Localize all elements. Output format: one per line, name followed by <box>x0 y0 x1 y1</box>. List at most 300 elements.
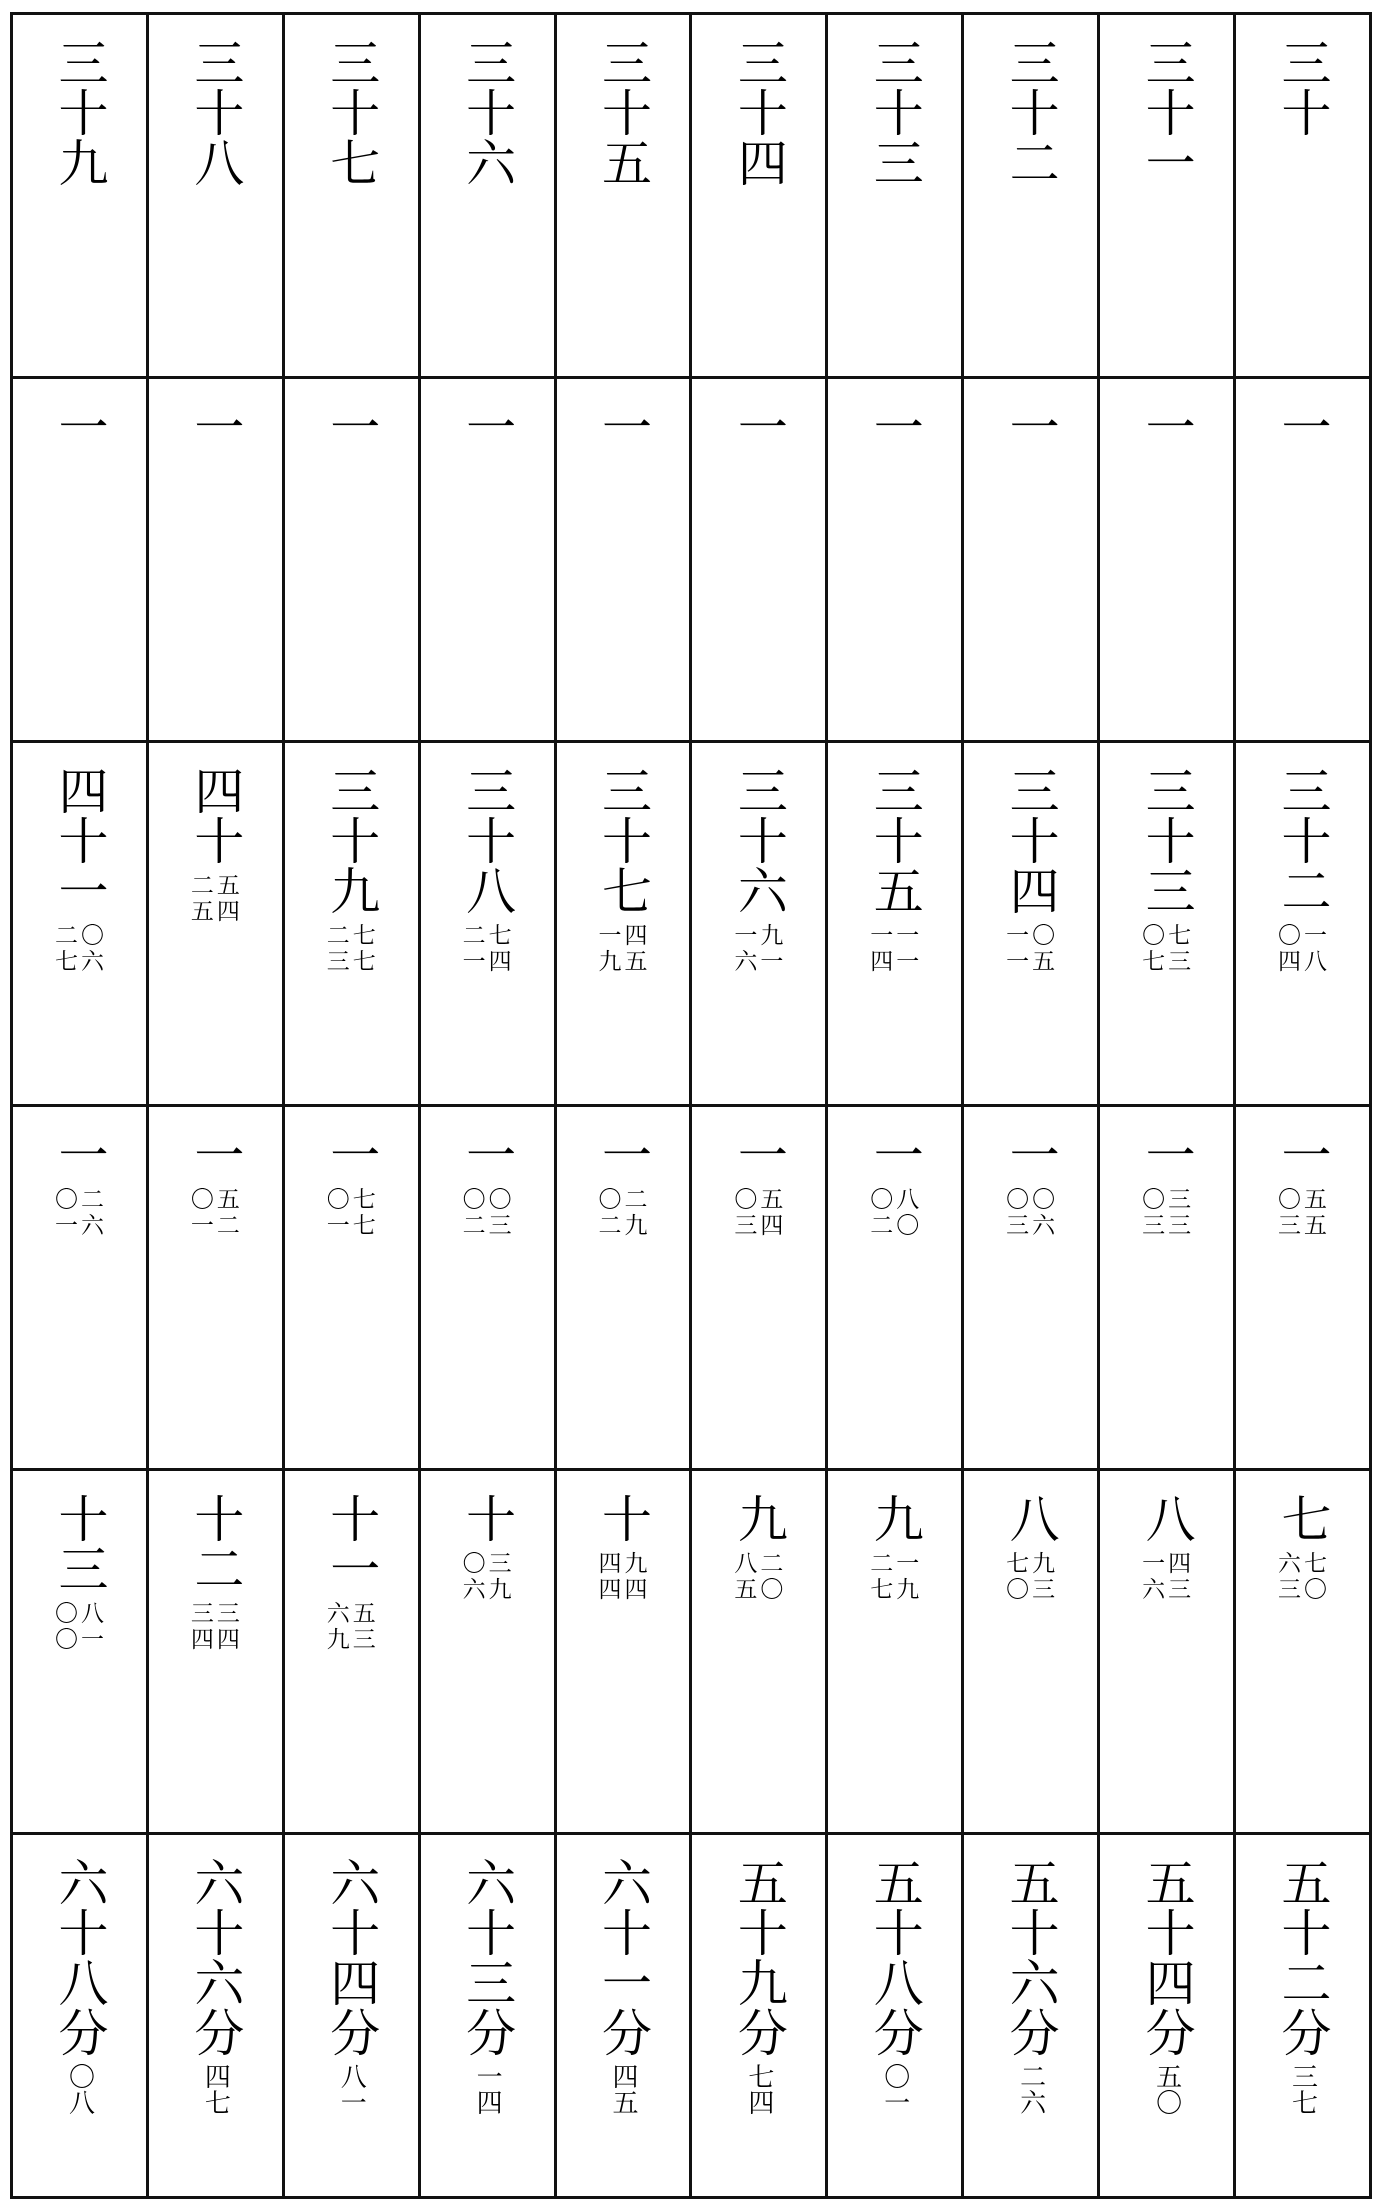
subscript-digit: 二 <box>216 1213 240 1239</box>
numeral-main: 四十 <box>186 765 245 865</box>
cell-content <box>828 1107 961 1239</box>
cell-content <box>285 1107 418 1239</box>
numeral-subscript <box>461 1187 513 1239</box>
numeral-main: 一 <box>458 1129 517 1179</box>
cell-content <box>692 1835 825 2115</box>
table-cell <box>1235 1470 1371 1834</box>
numeral-main: 一 <box>50 401 109 451</box>
numeral-main: 一 <box>865 1129 924 1179</box>
subscript-digit: 五 <box>760 1187 784 1213</box>
subscript-digit: 四 <box>1168 1551 1192 1577</box>
subscript-digit: 一 <box>190 1213 214 1239</box>
numeral-main: 三十三 <box>1137 765 1196 915</box>
numeral-subscript <box>869 923 921 975</box>
table-cell <box>963 14 1099 378</box>
cell-content <box>13 1107 146 1239</box>
subscript-digit: 三 <box>1278 1577 1301 1603</box>
cell-content <box>692 743 825 975</box>
cell-content <box>828 1835 961 2115</box>
subscript-digit: 〇 <box>598 1187 622 1213</box>
numeral-main: 一 <box>729 401 788 451</box>
numeral-main: 三十二 <box>1273 765 1332 915</box>
subscript-digit: 〇 <box>190 1187 214 1213</box>
cell-content <box>421 1471 554 1603</box>
subscript-digit: 〇 <box>1278 923 1301 949</box>
numeral-main: 三十九 <box>322 765 381 915</box>
subscript-digit: 一 <box>598 923 622 949</box>
subscript-digit: 五 <box>216 873 240 899</box>
table-cell <box>147 1470 283 1834</box>
table-cell <box>555 742 691 1106</box>
numeral-main: 六十一分 <box>594 1857 652 2057</box>
numeral-fraction: 四五 <box>608 2063 638 2115</box>
subscript-digit: 五 <box>216 1187 240 1213</box>
subscript-digit: 四 <box>216 1627 240 1653</box>
table-cell <box>283 1834 419 2198</box>
numeral-main: 四十一 <box>50 765 109 915</box>
numeral-fraction: 三七 <box>1287 2063 1318 2115</box>
subscript-digit: 九 <box>624 1213 648 1239</box>
numeral-subscript <box>597 1187 649 1239</box>
numeral-subscript <box>1277 1551 1329 1603</box>
subscript-digit: 五 <box>1304 1213 1327 1239</box>
table-cell <box>283 1106 419 1470</box>
cell-content <box>557 15 690 187</box>
numeral-subscript <box>869 1551 921 1603</box>
numeral-main: 三十二 <box>1001 37 1060 187</box>
numeral-subscript <box>53 1187 105 1239</box>
subscript-digit: 一 <box>896 1551 920 1577</box>
numeral-subscript <box>325 1187 377 1239</box>
numeral-main: 五十六分 <box>1001 1857 1060 2057</box>
subscript-digit: 〇 <box>896 1213 920 1239</box>
subscript-digit: 六 <box>1142 1577 1166 1603</box>
table-row <box>12 1834 1371 2198</box>
subscript-digit: 〇 <box>54 1601 78 1627</box>
cell-content <box>13 379 146 451</box>
subscript-digit: 二 <box>462 1213 486 1239</box>
table-cell <box>1099 742 1235 1106</box>
cell-content <box>285 1471 418 1653</box>
cell-content <box>964 1471 1097 1603</box>
subscript-digit: 七 <box>1006 1551 1030 1577</box>
numeral-subscript <box>1277 1187 1329 1239</box>
table-cell <box>1099 378 1235 742</box>
table-cell <box>283 742 419 1106</box>
table-cell <box>419 1106 555 1470</box>
table-cell <box>12 1106 148 1470</box>
table-cell <box>419 1470 555 1834</box>
subscript-digit: 八 <box>80 1601 104 1627</box>
numeral-main: 一 <box>186 1129 245 1179</box>
cell-content <box>285 15 418 187</box>
cell-content <box>1100 1835 1233 2115</box>
subscript-digit: 一 <box>896 949 920 975</box>
table-cell <box>1099 14 1235 378</box>
cell-content <box>149 743 282 925</box>
numeral-main: 三十 <box>1273 37 1332 137</box>
cell-content <box>149 1471 282 1653</box>
subscript-digit: 五 <box>624 949 648 975</box>
table-cell <box>691 14 827 378</box>
cell-content <box>1236 1471 1369 1603</box>
subscript-digit: 五 <box>734 1577 758 1603</box>
subscript-digit: 三 <box>1168 1213 1192 1239</box>
numeral-main: 八 <box>1137 1493 1196 1543</box>
cell-content <box>1236 743 1369 975</box>
subscript-digit: 〇 <box>54 1187 78 1213</box>
table-cell <box>827 1834 963 2198</box>
subscript-digit: 四 <box>190 1627 214 1653</box>
subscript-digit: 一 <box>896 923 920 949</box>
numeral-main: 三十七 <box>594 765 652 915</box>
numeral-main: 一 <box>1273 401 1332 451</box>
table-cell <box>1235 742 1371 1106</box>
table-cell <box>419 1834 555 2198</box>
numeral-main: 三十八 <box>458 765 517 915</box>
table-cell <box>1099 1106 1235 1470</box>
subscript-digit: 一 <box>870 923 894 949</box>
cell-content <box>149 1107 282 1239</box>
table-row <box>12 1470 1371 1834</box>
cell-content <box>964 1107 1097 1239</box>
subscript-digit: 一 <box>80 1627 104 1653</box>
numeral-main: 九 <box>865 1493 924 1543</box>
subscript-digit: 四 <box>488 949 512 975</box>
subscript-digit: 〇 <box>1142 1187 1166 1213</box>
numeral-main: 一 <box>1137 1129 1196 1179</box>
table-cell <box>555 1834 691 2198</box>
table-cell <box>147 378 283 742</box>
table-cell <box>691 1834 827 2198</box>
numeral-subscript <box>325 1601 377 1653</box>
numeral-subscript <box>53 1601 105 1653</box>
subscript-digit: 二 <box>870 1213 894 1239</box>
subscript-digit: 〇 <box>462 1187 486 1213</box>
table-cell <box>1099 1470 1235 1834</box>
subscript-digit: 七 <box>1168 923 1192 949</box>
subscript-digit: 三 <box>190 1601 214 1627</box>
subscript-digit: 七 <box>352 1187 376 1213</box>
numeral-main: 三十九 <box>50 37 109 187</box>
subscript-digit: 六 <box>734 949 758 975</box>
table-cell <box>827 378 963 742</box>
numeral-main: 六十三分 <box>458 1857 517 2057</box>
subscript-digit: 九 <box>896 1577 920 1603</box>
numeral-subscript <box>53 923 105 975</box>
subscript-digit: 四 <box>1278 949 1301 975</box>
subscript-digit: 三 <box>1006 1213 1030 1239</box>
table-cell <box>147 14 283 378</box>
table-cell <box>691 378 827 742</box>
numeral-subscript <box>733 923 785 975</box>
numeral-main: 一 <box>1137 401 1196 451</box>
numeral-subscript <box>1141 1551 1193 1603</box>
table-row <box>12 1106 1371 1470</box>
subscript-digit: 〇 <box>1006 1577 1030 1603</box>
subscript-digit: 九 <box>1032 1551 1056 1577</box>
subscript-digit: 一 <box>1142 1551 1166 1577</box>
cell-content <box>421 379 554 451</box>
numeral-subscript <box>325 923 377 975</box>
table-cell <box>419 742 555 1106</box>
numeral-main: 一 <box>322 1129 381 1179</box>
subscript-digit: 三 <box>488 1213 512 1239</box>
cell-content <box>1100 15 1233 187</box>
cell-content <box>1236 15 1369 137</box>
table-cell <box>147 742 283 1106</box>
table-cell <box>419 378 555 742</box>
subscript-digit: 一 <box>1006 949 1030 975</box>
numeral-fraction: 〇一 <box>879 2063 910 2115</box>
table-cell <box>555 1470 691 1834</box>
cell-content <box>421 15 554 187</box>
cell-content <box>828 379 961 451</box>
numeral-main: 一 <box>322 401 381 451</box>
numeral-main: 一 <box>1001 401 1060 451</box>
numeral-subscript <box>597 1551 649 1603</box>
cell-content <box>1100 1107 1233 1239</box>
cell-content <box>421 1835 554 2115</box>
numeral-main: 一 <box>1273 1129 1332 1179</box>
subscript-digit: 〇 <box>1304 1577 1327 1603</box>
numeral-main: 十三 <box>50 1493 109 1593</box>
numeral-fraction: 一四 <box>472 2063 503 2115</box>
subscript-digit: 三 <box>352 1627 376 1653</box>
numeral-main: 三十七 <box>322 37 381 187</box>
subscript-digit: 三 <box>326 949 350 975</box>
cell-content <box>421 1107 554 1239</box>
cell-content <box>1100 379 1233 451</box>
numeral-fraction: 七四 <box>743 2063 774 2115</box>
subscript-digit: 九 <box>598 949 622 975</box>
cell-content <box>421 743 554 975</box>
table-cell <box>147 1106 283 1470</box>
numeral-main: 三十六 <box>458 37 517 187</box>
subscript-digit: 〇 <box>488 1187 512 1213</box>
cell-content <box>557 1471 690 1603</box>
numeral-main: 三十六 <box>729 765 788 915</box>
table-cell <box>283 1470 419 1834</box>
numeral-main: 三十四 <box>1001 765 1060 915</box>
subscript-digit: 九 <box>326 1627 350 1653</box>
subscript-digit: 三 <box>1142 1213 1166 1239</box>
table-cell <box>1235 14 1371 378</box>
subscript-digit: 七 <box>352 949 376 975</box>
numeral-subscript <box>1141 1187 1193 1239</box>
table-cell <box>827 1470 963 1834</box>
table-cell <box>1235 378 1371 742</box>
numeral-main: 一 <box>729 1129 788 1179</box>
subscript-digit: 一 <box>326 1213 350 1239</box>
cell-content <box>1236 1107 1369 1239</box>
numeral-table <box>10 12 1372 2199</box>
table-cell <box>827 1106 963 1470</box>
table-cell <box>283 14 419 378</box>
subscript-digit: 〇 <box>1006 1187 1030 1213</box>
subscript-digit: 三 <box>216 1601 240 1627</box>
cell-content <box>13 15 146 187</box>
numeral-subscript <box>461 1551 513 1603</box>
subscript-digit: 五 <box>1032 949 1056 975</box>
table-cell <box>963 1470 1099 1834</box>
cell-content <box>964 1835 1097 2115</box>
numeral-subscript <box>733 1187 785 1239</box>
subscript-digit: 八 <box>734 1551 758 1577</box>
subscript-digit: 〇 <box>760 1577 784 1603</box>
table-cell <box>691 1106 827 1470</box>
cell-content <box>285 1835 418 2115</box>
table-cell <box>283 378 419 742</box>
subscript-digit: 七 <box>352 923 376 949</box>
cell-content <box>1100 1471 1233 1603</box>
table-cell <box>827 14 963 378</box>
table-cell <box>419 14 555 378</box>
cell-content <box>828 15 961 187</box>
table-cell <box>12 14 148 378</box>
numeral-subscript <box>1277 923 1329 975</box>
numeral-main: 一 <box>594 401 652 451</box>
numeral-subscript <box>189 1187 241 1239</box>
numeral-subscript <box>189 873 241 925</box>
subscript-digit: 六 <box>80 949 104 975</box>
numeral-main: 五十二分 <box>1273 1857 1332 2057</box>
subscript-digit: 三 <box>1278 1213 1301 1239</box>
subscript-digit: 五 <box>352 1601 376 1627</box>
numeral-main: 六十六分 <box>186 1857 245 2057</box>
subscript-digit: 一 <box>1006 923 1030 949</box>
numeral-fraction: 〇八 <box>64 2063 95 2115</box>
numeral-main: 八 <box>1001 1493 1060 1543</box>
subscript-digit: 二 <box>760 1551 784 1577</box>
numeral-subscript <box>1005 1187 1057 1239</box>
subscript-digit: 八 <box>1304 949 1327 975</box>
numeral-table-sheet <box>10 12 1372 2178</box>
table-row <box>12 742 1371 1106</box>
subscript-digit: 〇 <box>1142 923 1166 949</box>
cell-content <box>692 15 825 187</box>
numeral-main: 一 <box>50 1129 109 1179</box>
numeral-subscript <box>597 923 649 975</box>
subscript-digit: 〇 <box>54 1627 78 1653</box>
subscript-digit: 四 <box>870 949 894 975</box>
cell-content <box>1236 379 1369 451</box>
subscript-digit: 一 <box>734 923 758 949</box>
subscript-digit: 二 <box>80 1187 104 1213</box>
subscript-digit: 三 <box>734 1213 758 1239</box>
subscript-digit: 三 <box>1168 1577 1192 1603</box>
numeral-main: 七 <box>1273 1493 1332 1543</box>
table-cell <box>691 1470 827 1834</box>
cell-content <box>964 743 1097 975</box>
cell-content <box>557 1107 690 1239</box>
table-cell <box>963 1834 1099 2198</box>
numeral-subscript <box>733 1551 785 1603</box>
numeral-main: 三十五 <box>594 37 652 187</box>
subscript-digit: 七 <box>54 949 78 975</box>
numeral-main: 五十八分 <box>865 1857 924 2057</box>
table-cell <box>691 742 827 1106</box>
table-row <box>12 378 1371 742</box>
subscript-digit: 七 <box>870 1577 894 1603</box>
table-cell <box>12 378 148 742</box>
subscript-digit: 八 <box>896 1187 920 1213</box>
table-cell <box>827 742 963 1106</box>
subscript-digit: 五 <box>190 899 214 925</box>
table-cell <box>12 1470 148 1834</box>
cell-content <box>1236 1835 1369 2115</box>
numeral-subscript <box>869 1187 921 1239</box>
subscript-digit: 三 <box>488 1551 512 1577</box>
cell-content <box>1100 743 1233 975</box>
subscript-digit: 六 <box>1278 1551 1301 1577</box>
subscript-digit: 九 <box>624 1551 648 1577</box>
cell-content <box>964 15 1097 187</box>
cell-content <box>13 1471 146 1653</box>
table-cell <box>12 742 148 1106</box>
subscript-digit: 四 <box>216 899 240 925</box>
table-cell <box>555 1106 691 1470</box>
subscript-digit: 二 <box>54 923 78 949</box>
subscript-digit: 一 <box>54 1213 78 1239</box>
cell-content <box>285 379 418 451</box>
cell-content <box>149 379 282 451</box>
subscript-digit: 〇 <box>1278 1187 1301 1213</box>
subscript-digit: 六 <box>80 1213 104 1239</box>
table-cell <box>12 1834 148 2198</box>
table-row <box>12 14 1371 378</box>
cell-content <box>285 743 418 975</box>
numeral-subscript <box>1005 923 1057 975</box>
numeral-subscript <box>1005 1551 1057 1603</box>
subscript-digit: 二 <box>624 1187 648 1213</box>
subscript-digit: 五 <box>1304 1187 1327 1213</box>
subscript-digit: 二 <box>190 873 214 899</box>
subscript-digit: 七 <box>352 1213 376 1239</box>
subscript-digit: 六 <box>462 1577 486 1603</box>
subscript-digit: 〇 <box>80 923 104 949</box>
numeral-fraction: 四七 <box>200 2063 231 2115</box>
numeral-main: 三十四 <box>729 37 788 187</box>
numeral-main: 三十八 <box>186 37 245 187</box>
numeral-main: 五十四分 <box>1137 1857 1196 2057</box>
cell-content <box>149 15 282 187</box>
subscript-digit: 〇 <box>462 1551 486 1577</box>
table-cell <box>1235 1834 1371 2198</box>
numeral-main: 十二 <box>186 1493 245 1593</box>
subscript-digit: 〇 <box>870 1187 894 1213</box>
cell-content <box>692 379 825 451</box>
numeral-main: 三十一 <box>1137 37 1196 187</box>
subscript-digit: 二 <box>462 923 486 949</box>
numeral-main: 一 <box>1001 1129 1060 1179</box>
subscript-digit: 一 <box>462 949 486 975</box>
table-cell <box>1099 1834 1235 2198</box>
numeral-fraction: 八一 <box>336 2063 367 2115</box>
cell-content <box>149 1835 282 2115</box>
cell-content <box>13 1835 146 2115</box>
subscript-digit: 六 <box>1032 1213 1056 1239</box>
numeral-main: 九 <box>729 1493 788 1543</box>
numeral-main: 一 <box>186 401 245 451</box>
cell-content <box>964 379 1097 451</box>
cell-content <box>557 1835 690 2115</box>
subscript-digit: 四 <box>624 923 648 949</box>
subscript-digit: 〇 <box>1032 923 1056 949</box>
subscript-digit: 〇 <box>1032 1187 1056 1213</box>
numeral-fraction: 五〇 <box>1151 2063 1182 2115</box>
cell-content <box>828 743 961 975</box>
